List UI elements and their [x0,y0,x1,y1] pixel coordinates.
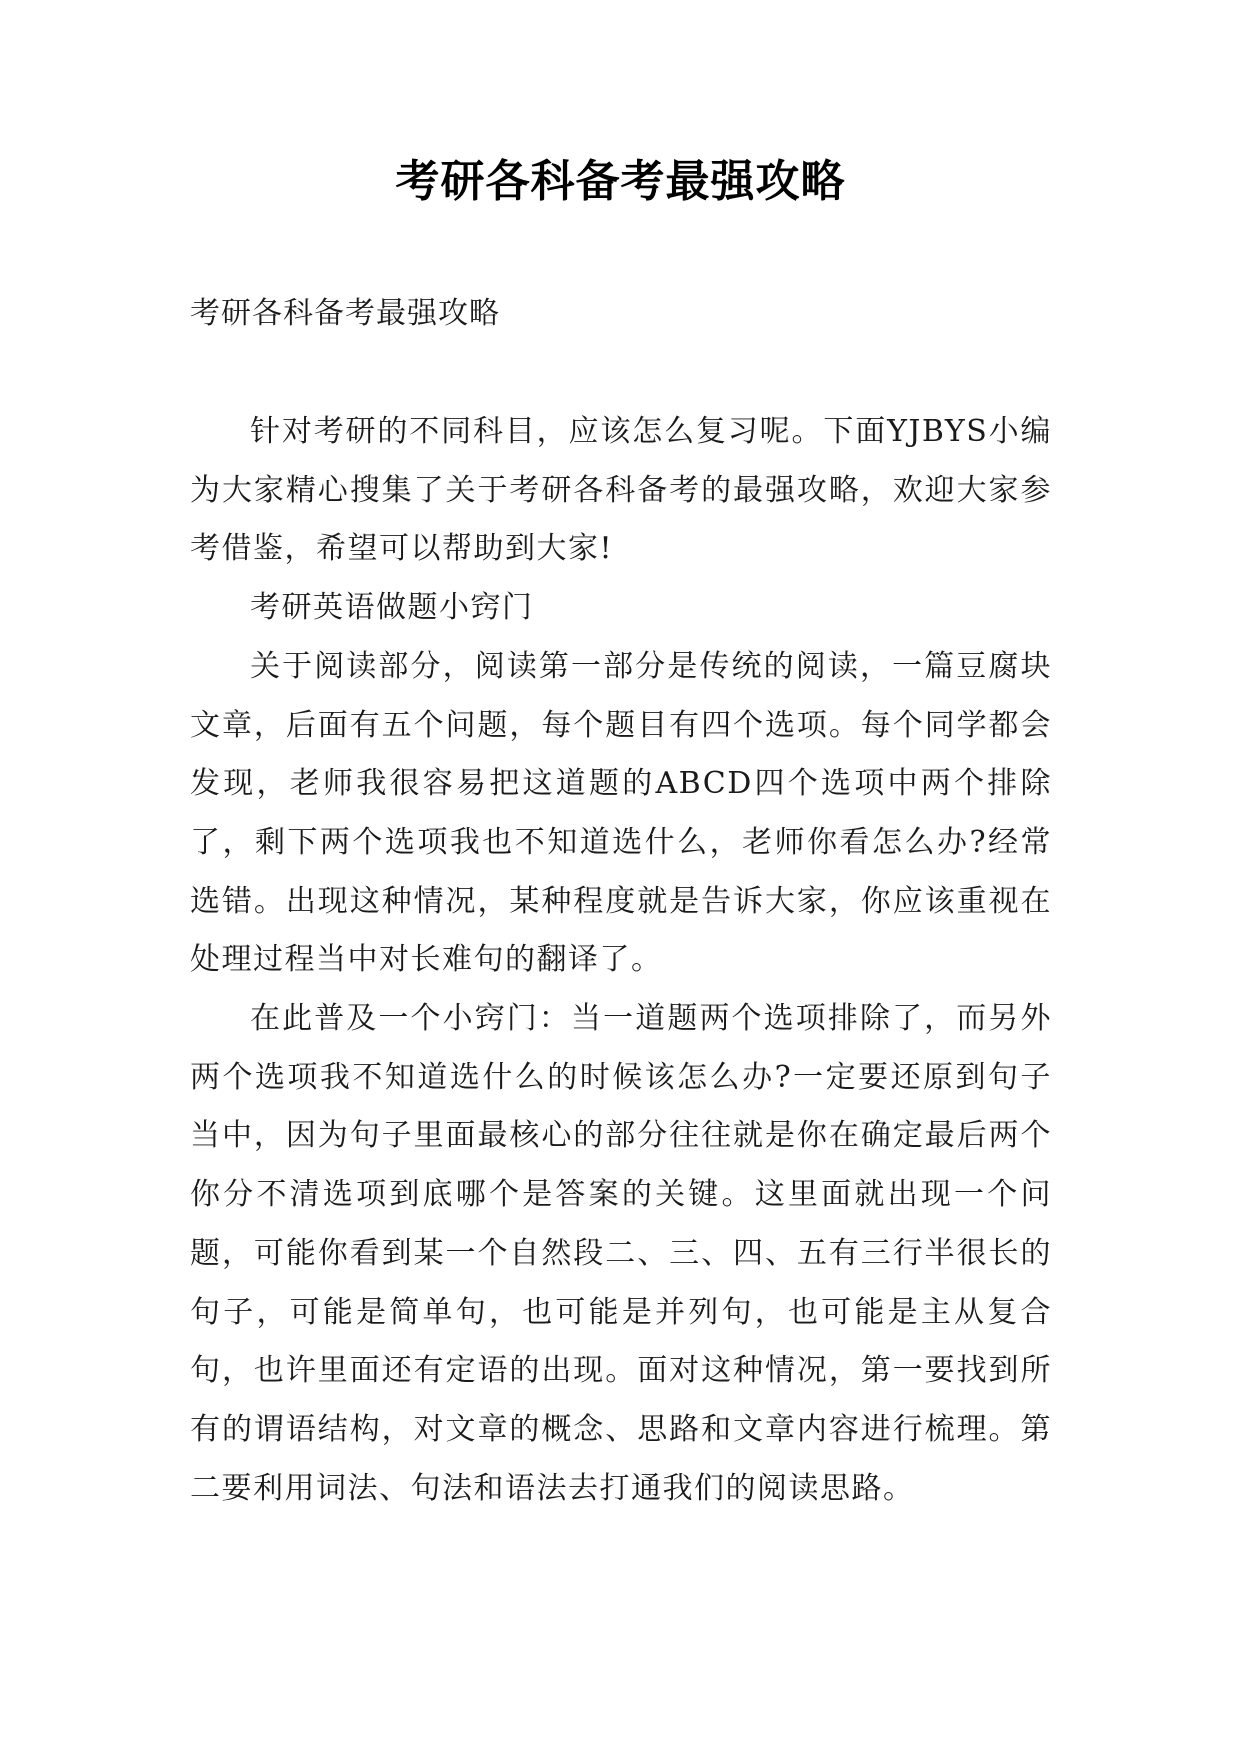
paragraph-tip: 在此普及一个小窍门：当一道题两个选项排除了，而另外两个选项我不知道选什么的时候该怎么办?一定要还原到句子当中，因为句子里面最核心的部分往往就是你在确定最后两个你分不清选项到底哪个是答案的关键。这里面就出现一个问题，可能你看到某一个自然段二、三、四、五有三行半很长的句子，可能是简单句，也可能是并列句，也可能是主从复合句，也许里面还有定语的出现。面对这种情况，第一要找到所有的谓语结构，对文章的概念、思路和文章内容进行梳理。第二要利用词法、句法和语法去打通我们的阅读思路。 [190,1001,1052,1506]
paragraph-reading: 关于阅读部分，阅读第一部分是传统的阅读，一篇豆腐块文章，后面有五个问题，每个题目有四个选项。每个同学都会发现，老师我很容易把这道题的ABCD四个选项中两个排除了，剩下两个选项我也不知道选什么，老师你看怎么办?经常选错。出现这种情况，某种程度就是告诉大家，你应该重视在处理过程当中对长难句的翻译了。 [190,648,1052,978]
document-body [190,403,1052,1518]
document-title: 考研各科备考最强攻略 [395,156,846,207]
section-heading-english-tips: 考研英语做题小窍门 [250,590,534,626]
paragraph-intro: 针对考研的不同科目，应该怎么复习呢。下面YJBYS小编为大家精心搜集了关于考研各科备考的最强攻略，欢迎大家参考借鉴，希望可以帮助到大家! [190,414,1052,567]
document-subtitle: 考研各科备考最强攻略 [190,296,500,331]
